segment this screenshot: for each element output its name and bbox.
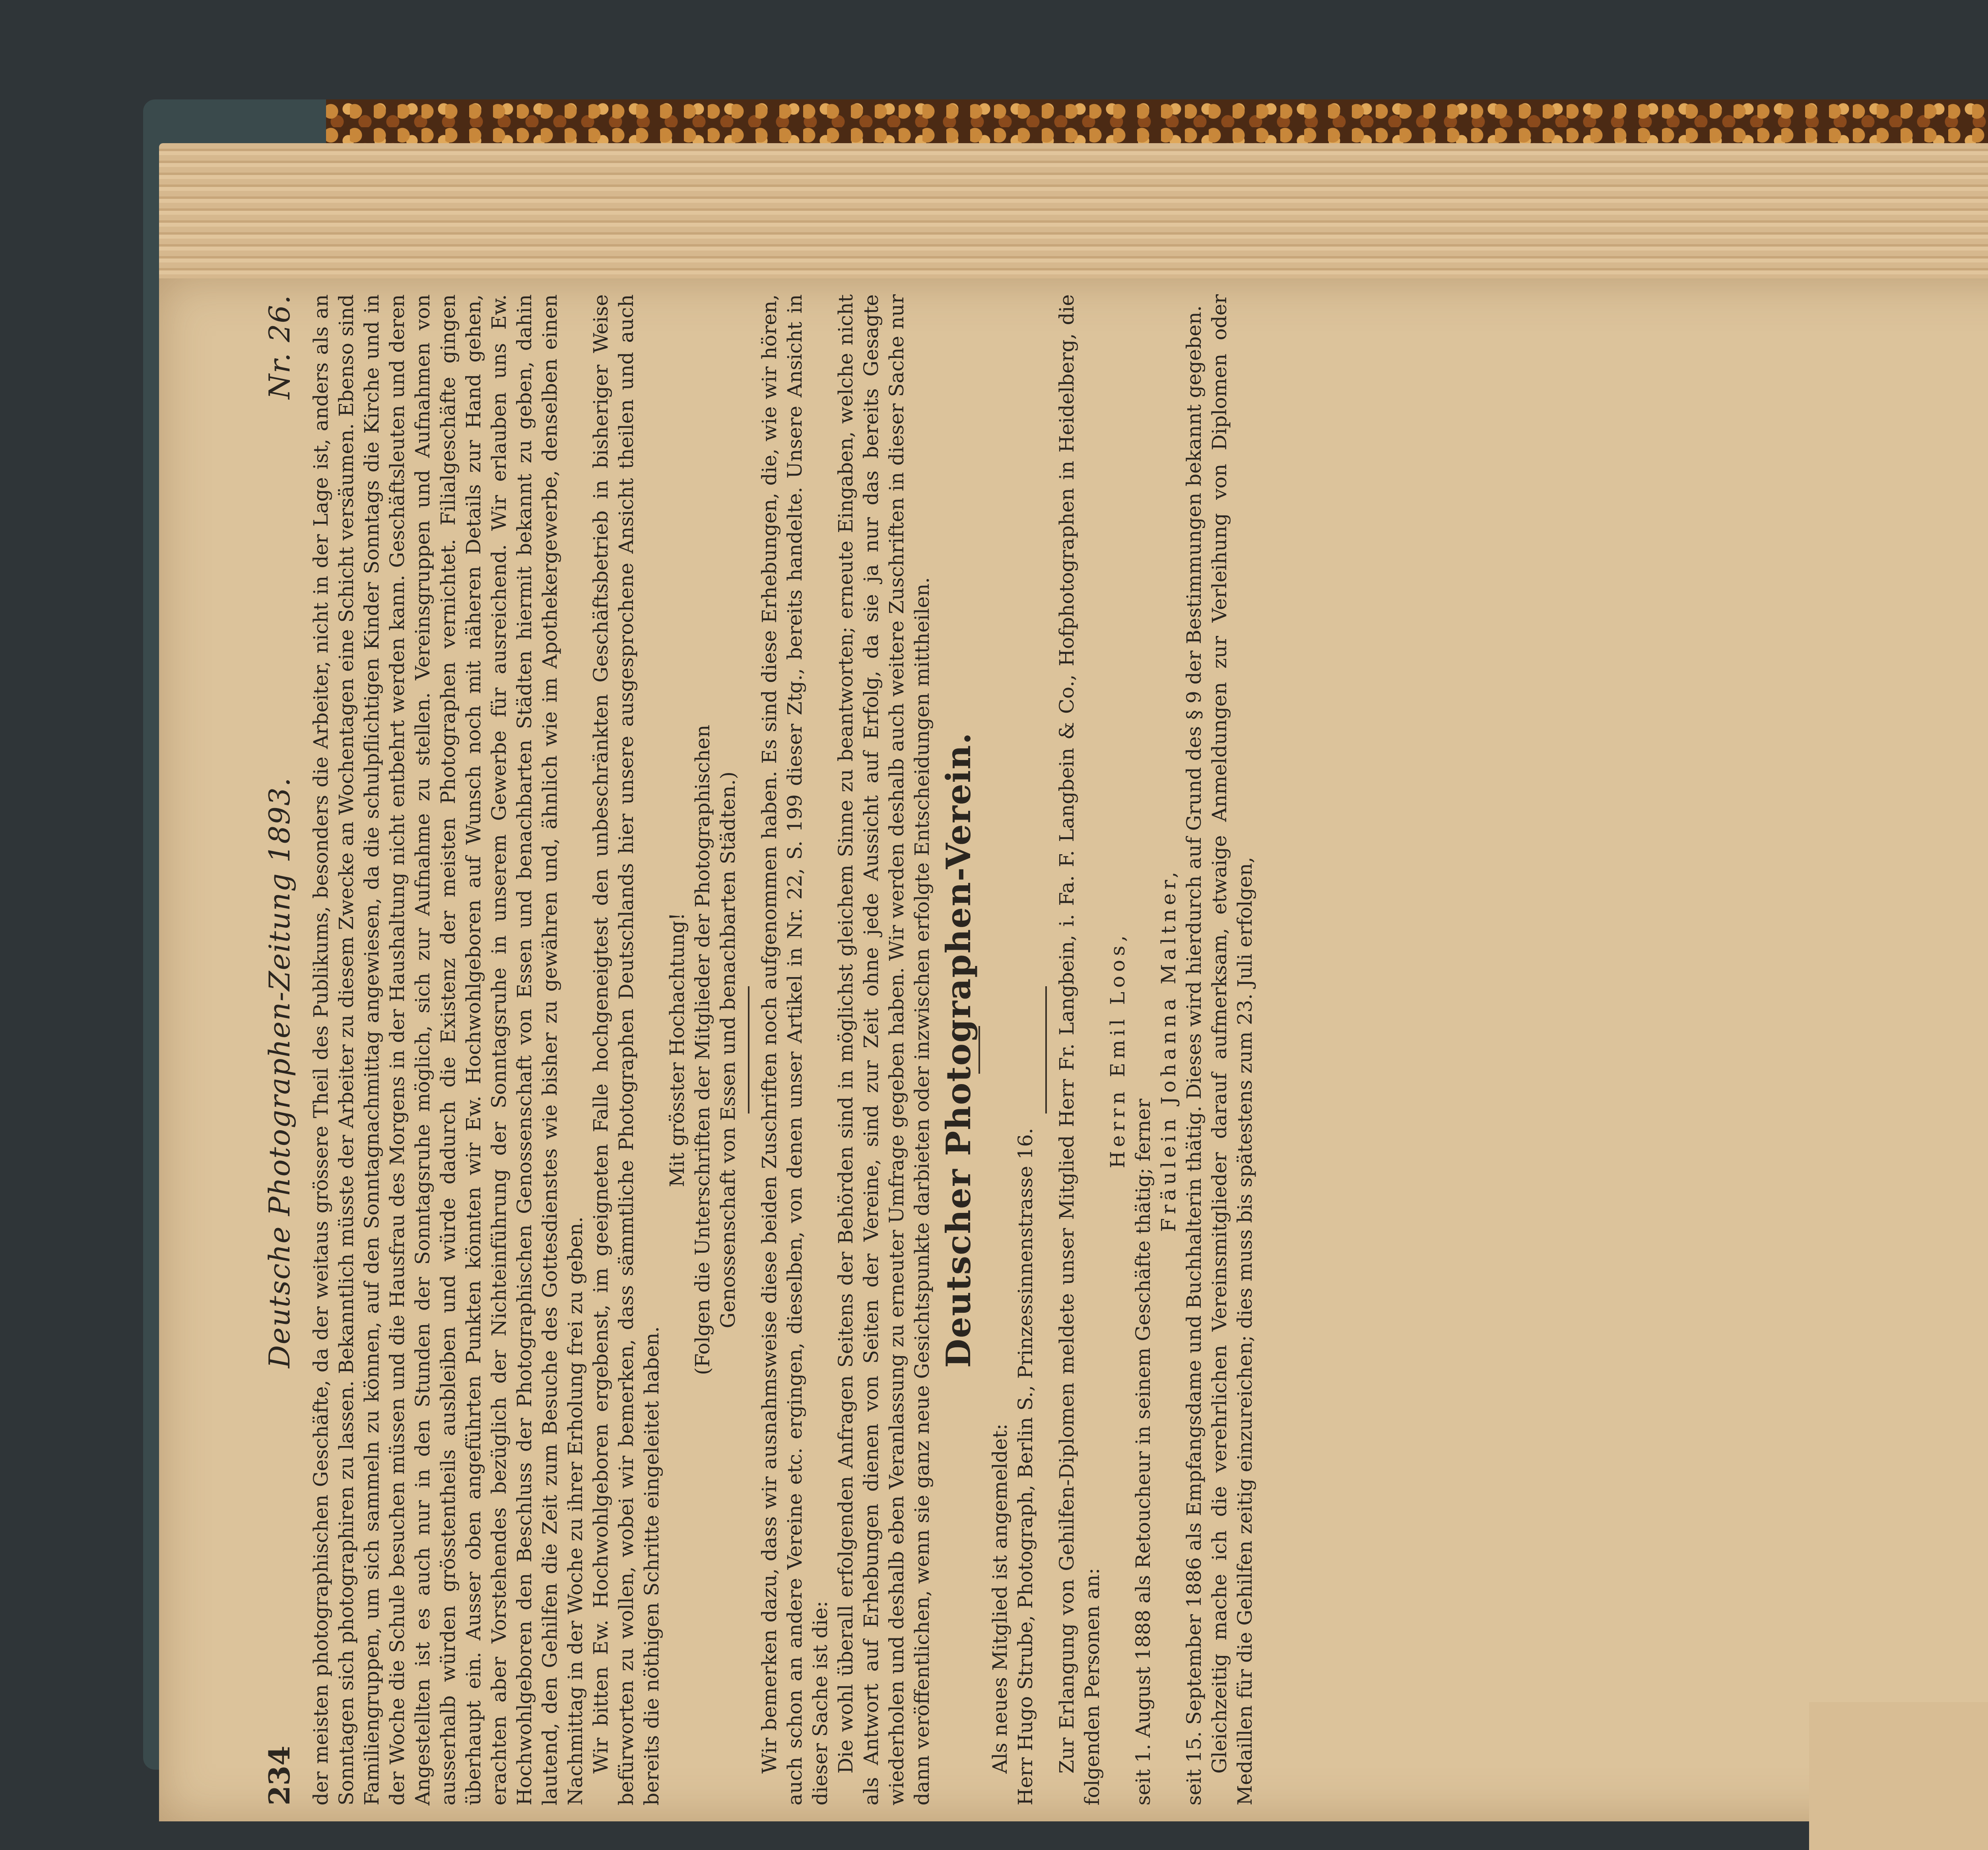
section-divider: [1045, 986, 1047, 1113]
signature-note: (Folgen die Unterschriften der Mitglieder der Photographischen: [691, 725, 714, 1375]
stacked-page-edges: [159, 143, 1988, 294]
letter-closing: Mit grösster Hochachtung!: [666, 912, 689, 1187]
running-header: [262, 294, 296, 1805]
letter-paragraph: der meisten photographischen Geschäfte, da der weitaus grössere Theil des Publikums, besonders die Arbeiter, nicht in der Lage ist, anders als an Sonntagen sich photographiren zu lassen. Bekanntlich müsste der Arbeiter zu diesem Zwecke an Wochentagen eine Schicht versäumen. Ebenso sind Familiengruppen, um sich sammeln zu können, auf den Sonntagnachmittag angewiesen, da die schulpflichtigen Kinder Sonntags die Kirche und in der Woche die Schule besuchen müssen und die Hausfrau des Morgens in der Haushaltung nicht entbehrt werden kann. Geschäftsleuten und deren Angestellten ist es auch nur in den Stunden der Sonntagsruhe möglich, sich zur Aufnahme zu stellen. Vereinsgruppen und Aufnahmen von ausserhalb würden grösstentheils ausbleiben und würde dadurch die Existenz der meisten Photographen vernichtet. Filialgeschäfte gingen überhaupt ein. Ausser oben angeführten Punkten könnten wir Ew. Hochwohlgeboren auf Wunsch noch mit näheren Details zur Hand gehen, erachten aber Vorstehendes bezüglich der Nichteinführung der Sonntagsruhe in unserem Gewerbe für ausreichend. Wir erlauben uns Ew. Hochwohlgeboren den Beschluss der Photographischen Genossenschaft von Essen und benachbarten Städten hiermit bekannt zu geben, dahin lautend, den Gehilfen die Zeit zum Besuche des Gottesdienstes wie bisher zu gewähren und, ähnlich wie im Apothekergewerbe, denselben einen Nachmittag in der Woche zu ihrer Erholung frei zu geben.: [309, 294, 587, 1805]
editor-remark: Wir bemerken dazu, dass wir ausnahmsweise diese beiden Zuschriften noch aufgenommen haben. Es sind diese Erhebungen, die, wie wir hören, auch schon an andere Vereine etc. ergingen, dieselben, von denen unser Artikel in Nr. 22, S. 199 dieser Ztg., bereits handelte. Unsere Ansicht in dieser Sache ist die:: [758, 294, 832, 1805]
new-member-entry: Herr Hugo Strube, Photograph, Berlin S., Prinzessinnenstrasse 16.: [1014, 1128, 1037, 1805]
section-heading: Deutscher Photographen-Verein.: [939, 732, 978, 1368]
section-divider: [748, 986, 749, 1113]
heading-divider: [978, 1026, 980, 1074]
person-name: Herrn Emil Loos,: [1106, 931, 1129, 1168]
diploma-paragraph: Zur Erlangung von Gehilfen-Diplomen meldete unser Mitglied Herr Fr. Langbein, i. Fa. F. Langbein & Co., Hofphotographen in Heidelberg, die folgenden Personen an:: [1055, 294, 1104, 1805]
person-name: Fräulein Johanna Maltner,: [1157, 868, 1180, 1232]
journal-title: Deutsche Photographen-Zeitung 1893.: [263, 777, 296, 1368]
page-number: 234: [262, 1745, 296, 1805]
text-column: [308, 294, 1258, 1805]
page-text-block: [262, 294, 1988, 1805]
new-member-intro: Als neues Mitglied ist angemeldet:: [988, 1423, 1011, 1774]
person-detail: seit 1. August 1888 als Retoucheur in seinem Geschäfte thätig; ferner: [1132, 1098, 1155, 1805]
issue-number: Nr. 26.: [263, 294, 296, 399]
final-paragraph: Gleichzeitig mache ich die verehrlichen Vereinsmitglieder darauf aufmerksam, etwaige Anmeldungen zur Verleihung von Diplomen oder Medaillen für die Gehilfen zeitig einzureichen; dies muss bis spätestens zum 23. Juli erfolgen,: [1208, 294, 1256, 1805]
signature-note: Genossenschaft von Essen und benachbarten Städten.): [716, 771, 740, 1329]
person-detail: seit 15. September 1886 als Empfangsdame und Buchhalterin thätig. Dieses wird hierdurch auf Grund des § 9 der Bestimmungen bekannt gegeben.: [1182, 305, 1206, 1805]
editor-remark: Die wohl überall erfolgenden Anfragen Seitens der Behörden sind in möglichst gleichem Sinne zu beantworten; erneute Eingaben, welche nicht als Antwort auf Erhebungen dienen von Seiten der Vereine, sind zur Zeit ohne jede Aussicht auf Erfolg, da sie ja nur das bereits Gesagte wiederholen und deshalb eben Veranlassung zu erneuter Umfrage gegeben haben. Wir werden deshalb auch weitere Zuschriften in dieser Sache nur dann veröffentlichen, wenn sie ganz neue Gesichtspunkte darbieten oder inzwischen erfolgte Entscheidungen mittheilen.: [834, 294, 934, 1805]
letter-paragraph: Wir bitten Ew. Hochwohlgeboren ergebenst, im geeigneten Falle hochgeneigtest den unbeschränkten Geschäftsbetrieb in bisheriger Weise befürworten zu wollen, wobei wir bemerken, dass sämmtliche Photographen Deutschlands hier unsere ausgesprochene Ansicht theilen und auch bereits die nöthigen Schritte eingeleitet haben.: [589, 294, 663, 1805]
